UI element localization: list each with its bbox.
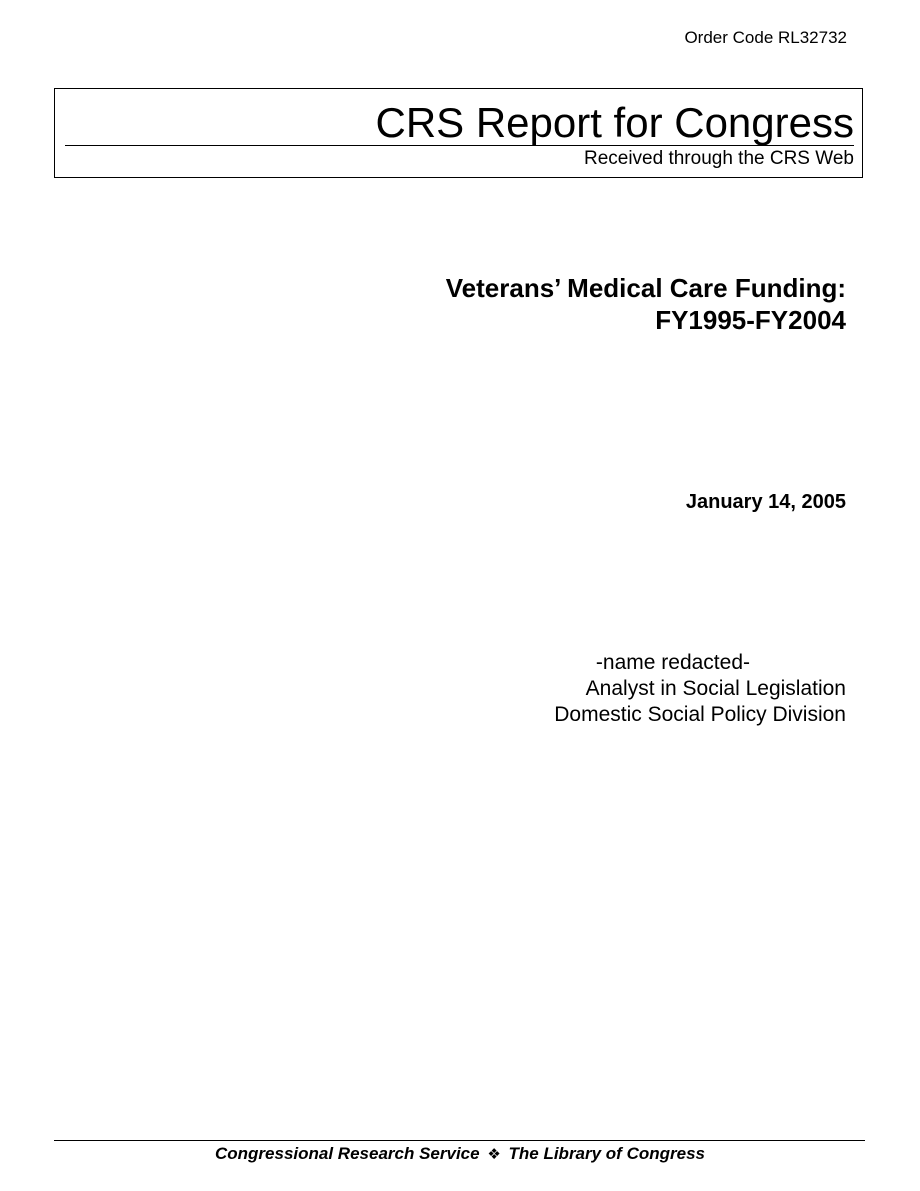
footer-separator-icon: ❖ xyxy=(487,1145,501,1163)
footer-divider xyxy=(54,1140,865,1141)
footer-library: The Library of Congress xyxy=(508,1144,705,1163)
author-division: Domestic Social Policy Division xyxy=(554,703,846,726)
banner-divider xyxy=(65,145,854,146)
author-role: Analyst in Social Legislation xyxy=(585,677,846,700)
report-date: January 14, 2005 xyxy=(685,491,846,513)
author-name: -name redacted- xyxy=(595,651,750,674)
report-banner xyxy=(54,88,863,178)
footer-crs: Congressional Research Service xyxy=(215,1144,480,1163)
report-title-line-2: FY1995-FY2004 xyxy=(655,305,846,335)
footer xyxy=(0,1143,920,1165)
report-title xyxy=(446,272,846,336)
report-title-line-1: Veterans’ Medical Care Funding: xyxy=(445,273,846,303)
banner-title: CRS Report for Congress xyxy=(375,99,854,146)
banner-subtitle: Received through the CRS Web xyxy=(583,148,854,169)
author-block xyxy=(554,650,846,728)
order-code: Order Code RL32732 xyxy=(684,28,847,47)
